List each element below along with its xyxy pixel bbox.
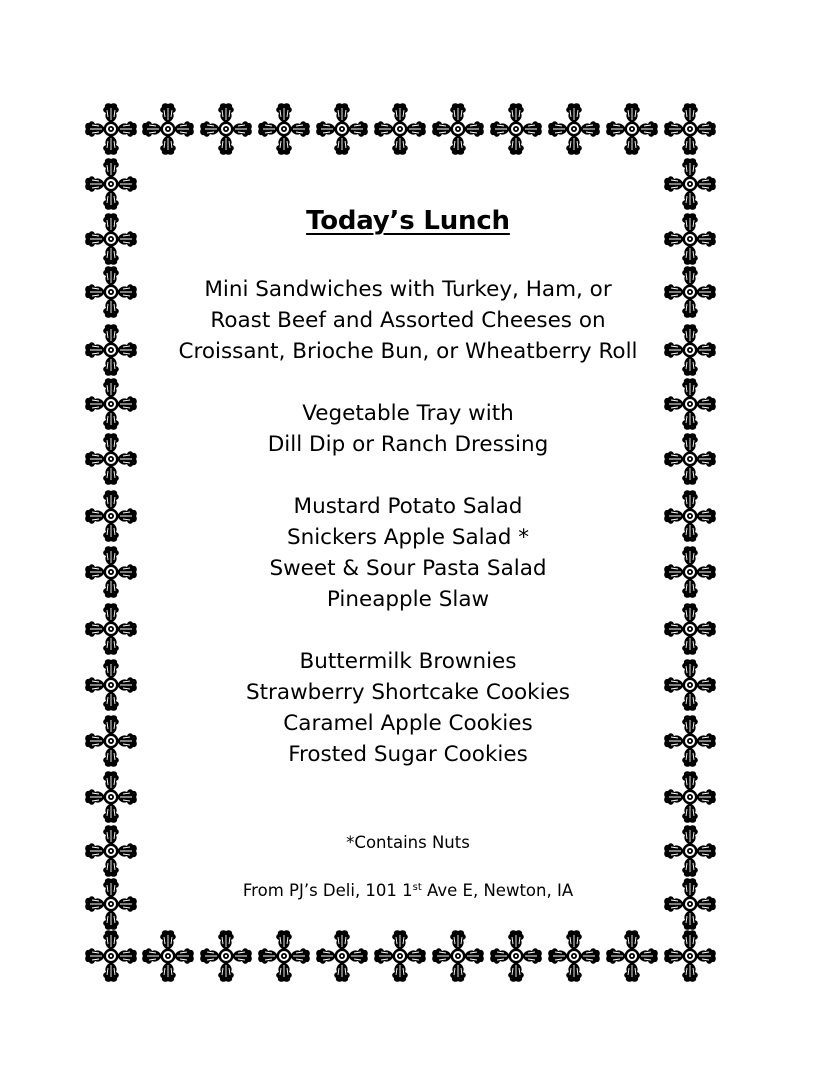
menu-line: Snickers Apple Salad * — [286, 525, 530, 550]
ornamental-cross-flourish-icon — [664, 930, 716, 982]
ornamental-cross-flourish-icon — [664, 771, 716, 823]
ornamental-cross-flourish-icon — [85, 266, 137, 318]
footer-prefix: From PJ’s Deli, 101 1 — [242, 881, 413, 900]
sandwich-group — [140, 274, 676, 367]
ornamental-cross-flourish-icon — [606, 930, 658, 982]
ornamental-cross-flourish-icon — [664, 213, 716, 265]
ornamental-cross-flourish-icon — [548, 103, 600, 155]
ornamental-cross-flourish-icon — [85, 433, 137, 485]
ornamental-cross-flourish-icon — [142, 103, 194, 155]
menu-line: Pineapple Slaw — [326, 587, 490, 612]
menu-line: Croissant, Brioche Bun, or Wheatberry Roll — [178, 339, 638, 364]
menu-line: Mustard Potato Salad — [293, 494, 523, 519]
menu-line: Frosted Sugar Cookies — [288, 742, 528, 767]
menu-line: Strawberry Shortcake Cookies — [245, 680, 571, 705]
menu-line: Roast Beef and Assorted Cheeses on — [210, 308, 606, 333]
ornamental-cross-flourish-icon — [258, 930, 310, 982]
ornamental-cross-flourish-icon — [85, 324, 137, 376]
ornamental-cross-flourish-icon — [200, 103, 252, 155]
menu-line: Dill Dip or Ranch Dressing — [267, 432, 549, 457]
ornamental-cross-flourish-icon — [664, 158, 716, 210]
menu-line: Sweet & Sour Pasta Salad — [269, 556, 547, 581]
ornamental-cross-flourish-icon — [258, 103, 310, 155]
ornamental-cross-flourish-icon — [374, 103, 426, 155]
ornamental-cross-flourish-icon — [432, 103, 484, 155]
menu-title: Today’s Lunch — [306, 206, 510, 236]
ornamental-cross-flourish-icon — [85, 213, 137, 265]
ornamental-cross-flourish-icon — [142, 930, 194, 982]
menu-line: Mini Sandwiches with Turkey, Ham, or — [204, 277, 612, 302]
footer-superscript: st — [412, 882, 422, 893]
ornamental-cross-flourish-icon — [85, 825, 137, 877]
menu-line: Buttermilk Brownies — [299, 649, 517, 674]
ornamental-cross-flourish-icon — [85, 378, 137, 430]
ornamental-cross-flourish-icon — [85, 158, 137, 210]
ornamental-cross-flourish-icon — [85, 546, 137, 598]
dessert-group — [140, 646, 676, 770]
ornamental-cross-flourish-icon — [316, 930, 368, 982]
ornamental-cross-flourish-icon — [316, 103, 368, 155]
ornamental-cross-flourish-icon — [548, 930, 600, 982]
ornamental-cross-flourish-icon — [85, 490, 137, 542]
footer-suffix: Ave E, Newton, IA — [421, 881, 574, 900]
ornamental-cross-flourish-icon — [664, 825, 716, 877]
ornamental-cross-flourish-icon — [432, 930, 484, 982]
ornamental-cross-flourish-icon — [85, 878, 137, 930]
allergen-note: *Contains Nuts — [346, 833, 470, 852]
footer-address — [160, 881, 656, 900]
ornamental-cross-flourish-icon — [85, 603, 137, 655]
ornamental-cross-flourish-icon — [85, 715, 137, 767]
menu-line: Caramel Apple Cookies — [283, 711, 533, 736]
ornamental-cross-flourish-icon — [85, 659, 137, 711]
ornamental-cross-flourish-icon — [606, 103, 658, 155]
menu-line: Vegetable Tray with — [302, 401, 514, 426]
ornamental-cross-flourish-icon — [664, 878, 716, 930]
ornamental-cross-flourish-icon — [85, 930, 137, 982]
ornamental-cross-flourish-icon — [200, 930, 252, 982]
ornamental-cross-flourish-icon — [490, 103, 542, 155]
ornamental-cross-flourish-icon — [490, 930, 542, 982]
ornamental-cross-flourish-icon — [85, 771, 137, 823]
salad-group — [140, 491, 676, 615]
ornamental-cross-flourish-icon — [374, 930, 426, 982]
ornamental-cross-flourish-icon — [664, 103, 716, 155]
ornamental-cross-flourish-icon — [85, 103, 137, 155]
vegetable-group — [140, 398, 676, 460]
